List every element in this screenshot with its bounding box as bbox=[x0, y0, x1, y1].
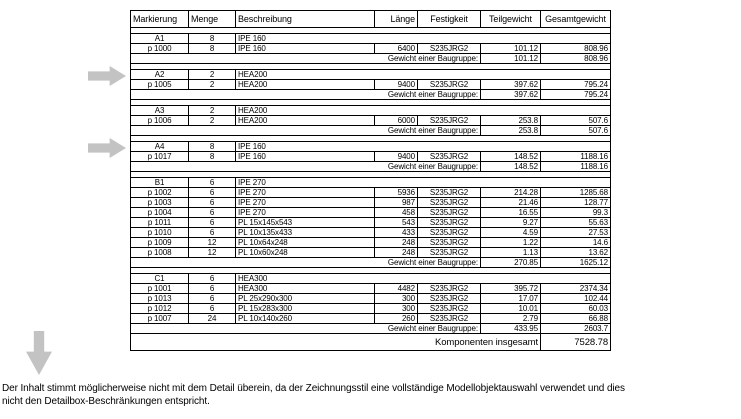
mark-cell: p 1005 bbox=[131, 80, 189, 90]
grand-total-label: Komponenten insgesamt bbox=[131, 334, 541, 351]
mark-cell: B1 bbox=[131, 178, 189, 188]
part-row bbox=[131, 218, 611, 228]
total-weight-cell: 99.3 bbox=[541, 208, 611, 218]
mark-cell: p 1001 bbox=[131, 284, 189, 294]
column-header: Gesamtgewicht bbox=[541, 11, 611, 28]
total-weight-cell: 507.6 bbox=[541, 116, 611, 126]
length-cell: 4482 bbox=[375, 284, 418, 294]
desc-cell: PL 10x135x433 bbox=[236, 228, 375, 238]
part-row bbox=[131, 238, 611, 248]
grade-cell: S235JRG2 bbox=[418, 44, 481, 54]
desc-cell: HEA300 bbox=[236, 284, 375, 294]
part-weight-cell: 395.72 bbox=[481, 284, 541, 294]
mark-cell: A4 bbox=[131, 142, 189, 152]
part-weight-cell: 397.62 bbox=[481, 80, 541, 90]
desc-cell: PL 15x145x543 bbox=[236, 218, 375, 228]
desc-cell: IPE 270 bbox=[236, 198, 375, 208]
desc-cell: PL 25x290x300 bbox=[236, 294, 375, 304]
length-cell: 987 bbox=[375, 198, 418, 208]
part-weight-cell: 433.95 bbox=[481, 324, 541, 334]
desc-cell: PL 15x283x300 bbox=[236, 304, 375, 314]
part-weight-cell: 101.12 bbox=[481, 44, 541, 54]
grade-cell: S235JRG2 bbox=[418, 228, 481, 238]
total-weight-cell: 27.53 bbox=[541, 228, 611, 238]
qty-cell: 6 bbox=[189, 178, 236, 188]
qty-cell: 24 bbox=[189, 314, 236, 324]
grade-cell: S235JRG2 bbox=[418, 304, 481, 314]
grade-cell: S235JRG2 bbox=[418, 218, 481, 228]
qty-cell: 12 bbox=[189, 248, 236, 258]
material-list-table[interactable] bbox=[130, 10, 611, 351]
mark-cell: C1 bbox=[131, 274, 189, 284]
total-weight-cell: 2374.34 bbox=[541, 284, 611, 294]
length-cell: 543 bbox=[375, 218, 418, 228]
mark-cell: p 1017 bbox=[131, 152, 189, 162]
mark-cell: p 1003 bbox=[131, 198, 189, 208]
part-weight-cell: 1.13 bbox=[481, 248, 541, 258]
column-header: Menge bbox=[189, 11, 236, 28]
group-header-row bbox=[131, 274, 611, 284]
assembly-weight-label: Gewicht einer Baugruppe: bbox=[131, 126, 481, 136]
grade-cell: S235JRG2 bbox=[418, 294, 481, 304]
qty-cell: 6 bbox=[189, 274, 236, 284]
group-header-row bbox=[131, 142, 611, 152]
part-weight-cell: 397.62 bbox=[481, 90, 541, 100]
qty-cell: 6 bbox=[189, 294, 236, 304]
desc-cell: IPE 270 bbox=[236, 178, 611, 188]
qty-cell: 2 bbox=[189, 116, 236, 126]
down-arrow-icon[interactable] bbox=[26, 331, 52, 375]
right-arrow-icon[interactable] bbox=[88, 138, 126, 158]
assembly-weight-row bbox=[131, 90, 611, 100]
assembly-weight-label: Gewicht einer Baugruppe: bbox=[131, 324, 481, 334]
part-weight-cell: 253.8 bbox=[481, 116, 541, 126]
group-header-row bbox=[131, 70, 611, 80]
part-row bbox=[131, 294, 611, 304]
total-weight-cell: 808.96 bbox=[541, 44, 611, 54]
mark-cell: p 1000 bbox=[131, 44, 189, 54]
assembly-weight-row bbox=[131, 324, 611, 334]
table-header-row bbox=[131, 11, 611, 28]
part-row bbox=[131, 198, 611, 208]
desc-cell: IPE 270 bbox=[236, 188, 375, 198]
mark-cell: p 1010 bbox=[131, 228, 189, 238]
mark-cell: A2 bbox=[131, 70, 189, 80]
qty-cell: 6 bbox=[189, 198, 236, 208]
part-weight-cell: 214.28 bbox=[481, 188, 541, 198]
warning-note-line: Der Inhalt stimmt möglicherweise nicht mit dem Detail überein, da der Zeichnungsstil eine vollständige Modellobjektauswahl verwendet und dies bbox=[2, 383, 625, 394]
part-row bbox=[131, 188, 611, 198]
part-row bbox=[131, 248, 611, 258]
mark-cell: p 1011 bbox=[131, 218, 189, 228]
part-row bbox=[131, 314, 611, 324]
total-weight-cell: 795.24 bbox=[541, 90, 611, 100]
total-weight-cell: 1188.16 bbox=[541, 152, 611, 162]
grade-cell: S235JRG2 bbox=[418, 198, 481, 208]
total-weight-cell: 808.96 bbox=[541, 54, 611, 64]
qty-cell: 2 bbox=[189, 80, 236, 90]
assembly-weight-row bbox=[131, 258, 611, 268]
total-weight-cell: 14.6 bbox=[541, 238, 611, 248]
column-header: Teilgewicht bbox=[481, 11, 541, 28]
part-row bbox=[131, 80, 611, 90]
part-weight-cell: 21.46 bbox=[481, 198, 541, 208]
assembly-weight-row bbox=[131, 126, 611, 136]
mark-cell: p 1012 bbox=[131, 304, 189, 314]
mark-cell: p 1009 bbox=[131, 238, 189, 248]
part-weight-cell: 148.52 bbox=[481, 162, 541, 172]
grand-total-value: 7528.78 bbox=[541, 334, 611, 351]
length-cell: 458 bbox=[375, 208, 418, 218]
part-row bbox=[131, 44, 611, 54]
grade-cell: S235JRG2 bbox=[418, 314, 481, 324]
part-weight-cell: 4.59 bbox=[481, 228, 541, 238]
length-cell: 6000 bbox=[375, 116, 418, 126]
mark-cell: p 1004 bbox=[131, 208, 189, 218]
qty-cell: 8 bbox=[189, 34, 236, 44]
assembly-weight-label: Gewicht einer Baugruppe: bbox=[131, 258, 481, 268]
desc-cell: PL 10x140x260 bbox=[236, 314, 375, 324]
qty-cell: 2 bbox=[189, 70, 236, 80]
grade-cell: S235JRG2 bbox=[418, 238, 481, 248]
mark-cell: p 1006 bbox=[131, 116, 189, 126]
desc-cell: PL 10x64x248 bbox=[236, 238, 375, 248]
part-weight-cell: 148.52 bbox=[481, 152, 541, 162]
desc-cell: IPE 160 bbox=[236, 152, 375, 162]
group-header-row bbox=[131, 34, 611, 44]
warning-note-line: nicht den Detailbox-Beschränkungen entspricht. bbox=[2, 396, 210, 407]
part-weight-cell: 270.85 bbox=[481, 258, 541, 268]
mark-cell: p 1008 bbox=[131, 248, 189, 258]
total-weight-cell: 795.24 bbox=[541, 80, 611, 90]
total-weight-cell: 60.03 bbox=[541, 304, 611, 314]
part-weight-cell: 10.01 bbox=[481, 304, 541, 314]
assembly-weight-label: Gewicht einer Baugruppe: bbox=[131, 90, 481, 100]
qty-cell: 8 bbox=[189, 44, 236, 54]
grade-cell: S235JRG2 bbox=[418, 248, 481, 258]
qty-cell: 6 bbox=[189, 208, 236, 218]
grade-cell: S235JRG2 bbox=[418, 80, 481, 90]
length-cell: 9400 bbox=[375, 152, 418, 162]
length-cell: 248 bbox=[375, 248, 418, 258]
mark-cell: p 1007 bbox=[131, 314, 189, 324]
length-cell: 9400 bbox=[375, 80, 418, 90]
mark-cell: p 1013 bbox=[131, 294, 189, 304]
part-weight-cell: 17.07 bbox=[481, 294, 541, 304]
detail-warning-note bbox=[2, 382, 739, 408]
total-weight-cell: 2603.7 bbox=[541, 324, 611, 334]
desc-cell: IPE 160 bbox=[236, 142, 611, 152]
column-header: Beschreibung bbox=[236, 11, 375, 28]
part-row bbox=[131, 284, 611, 294]
part-weight-cell: 1.22 bbox=[481, 238, 541, 248]
part-row bbox=[131, 116, 611, 126]
assembly-weight-label: Gewicht einer Baugruppe: bbox=[131, 162, 481, 172]
length-cell: 6400 bbox=[375, 44, 418, 54]
column-header: Markierung bbox=[131, 11, 189, 28]
mark-cell: A1 bbox=[131, 34, 189, 44]
part-weight-cell: 9.27 bbox=[481, 218, 541, 228]
desc-cell: HEA300 bbox=[236, 274, 611, 284]
grade-cell: S235JRG2 bbox=[418, 152, 481, 162]
grand-total-row bbox=[131, 334, 611, 351]
desc-cell: HEA200 bbox=[236, 116, 375, 126]
total-weight-cell: 13.62 bbox=[541, 248, 611, 258]
qty-cell: 12 bbox=[189, 238, 236, 248]
group-header-row bbox=[131, 106, 611, 116]
qty-cell: 6 bbox=[189, 218, 236, 228]
qty-cell: 6 bbox=[189, 188, 236, 198]
desc-cell: PL 10x60x248 bbox=[236, 248, 375, 258]
length-cell: 300 bbox=[375, 294, 418, 304]
part-row bbox=[131, 228, 611, 238]
desc-cell: IPE 160 bbox=[236, 34, 611, 44]
qty-cell: 6 bbox=[189, 228, 236, 238]
total-weight-cell: 102.44 bbox=[541, 294, 611, 304]
qty-cell: 2 bbox=[189, 106, 236, 116]
assembly-weight-row bbox=[131, 162, 611, 172]
part-weight-cell: 253.8 bbox=[481, 126, 541, 136]
grade-cell: S235JRG2 bbox=[418, 208, 481, 218]
column-header: Länge bbox=[375, 11, 418, 28]
part-row bbox=[131, 208, 611, 218]
total-weight-cell: 128.77 bbox=[541, 198, 611, 208]
column-header-row bbox=[131, 11, 611, 28]
part-row bbox=[131, 152, 611, 162]
grade-cell: S235JRG2 bbox=[418, 284, 481, 294]
length-cell: 5936 bbox=[375, 188, 418, 198]
qty-cell: 6 bbox=[189, 284, 236, 294]
length-cell: 260 bbox=[375, 314, 418, 324]
qty-cell: 6 bbox=[189, 304, 236, 314]
grade-cell: S235JRG2 bbox=[418, 188, 481, 198]
assembly-weight-row bbox=[131, 54, 611, 64]
qty-cell: 8 bbox=[189, 142, 236, 152]
length-cell: 433 bbox=[375, 228, 418, 238]
total-weight-cell: 1188.16 bbox=[541, 162, 611, 172]
right-arrow-icon[interactable] bbox=[88, 66, 126, 86]
part-weight-cell: 101.12 bbox=[481, 54, 541, 64]
total-weight-cell: 1285.68 bbox=[541, 188, 611, 198]
desc-cell: IPE 270 bbox=[236, 208, 375, 218]
total-weight-cell: 507.6 bbox=[541, 126, 611, 136]
desc-cell: HEA200 bbox=[236, 80, 375, 90]
assembly-weight-label: Gewicht einer Baugruppe: bbox=[131, 54, 481, 64]
group-header-row bbox=[131, 178, 611, 188]
grade-cell: S235JRG2 bbox=[418, 116, 481, 126]
column-header: Festigkeit bbox=[418, 11, 481, 28]
total-weight-cell: 66.88 bbox=[541, 314, 611, 324]
desc-cell: HEA200 bbox=[236, 70, 611, 80]
part-weight-cell: 2.79 bbox=[481, 314, 541, 324]
length-cell: 248 bbox=[375, 238, 418, 248]
qty-cell: 8 bbox=[189, 152, 236, 162]
length-cell: 300 bbox=[375, 304, 418, 314]
part-weight-cell: 16.55 bbox=[481, 208, 541, 218]
table-body bbox=[131, 28, 611, 351]
mark-cell: p 1002 bbox=[131, 188, 189, 198]
total-weight-cell: 1625.12 bbox=[541, 258, 611, 268]
desc-cell: HEA200 bbox=[236, 106, 611, 116]
part-row bbox=[131, 304, 611, 314]
mark-cell: A3 bbox=[131, 106, 189, 116]
total-weight-cell: 55.63 bbox=[541, 218, 611, 228]
desc-cell: IPE 160 bbox=[236, 44, 375, 54]
